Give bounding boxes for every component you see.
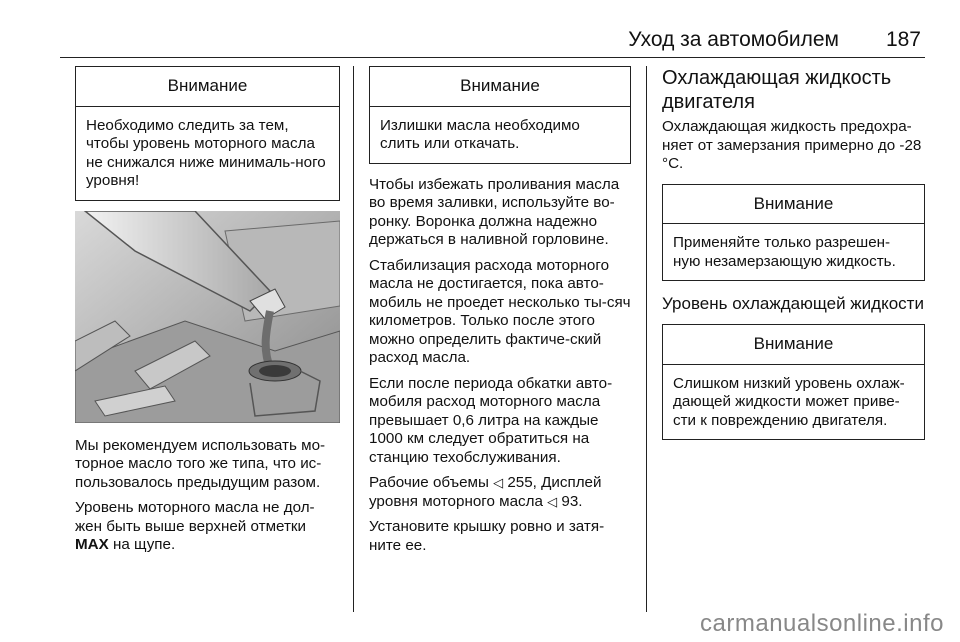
paragraph: Охлаждающая жидкость предохра-няет от замерзания примерно до -28 °C. — [662, 118, 922, 172]
page-number: 187 — [885, 28, 921, 51]
reference-arrow-icon: ◁ — [493, 475, 504, 490]
paragraph: Чтобы избежать проливания масла во время заливки, используйте во-ронку. Воронка должна надежно держаться в наливной горловине. — [369, 175, 620, 248]
notice-heading: Внимание — [370, 67, 630, 107]
notice-heading: Внимание — [663, 325, 924, 365]
paragraph: Рабочие объемы ◁ 255, Дисплей уровня моторного масла ◁ 93. — [369, 474, 602, 510]
notice-heading: Внимание — [76, 67, 339, 107]
notice-text: Слишком низкий уровень охлаж-дающей жидкости может приве-сти к повреждению двигателя. — [673, 374, 905, 429]
column-left — [75, 66, 340, 562]
notice-text: Необходимо следить за тем, чтобы уровень моторного масла не снижался ниже минималь-ного уровня! — [86, 116, 326, 189]
page-title: Уход за автомобилем — [628, 28, 839, 51]
paragraph: Установите крышку ровно и затя-ните ее. — [369, 518, 605, 554]
paragraph: Если после периода обкатки авто-мобиля расход моторного масла превышает 0,6 литра на каждые 1000 км следует обратиться на станцию техобслуживания. — [369, 374, 613, 466]
column-middle — [369, 66, 631, 562]
column-right — [662, 66, 925, 440]
notice-text: Применяйте только разрешен-ную незамерзающую жидкость. — [673, 234, 896, 270]
header-rule — [60, 57, 925, 58]
column-divider — [646, 66, 647, 612]
notice-text: Излишки масла необходимо слить или откачать. — [380, 116, 580, 152]
section-heading: Охлаждающая жидкость двигателя — [662, 67, 892, 113]
watermark: carmanualsonline.info — [700, 610, 944, 637]
subsection-heading: Уровень охлаждающей жидкости — [662, 294, 924, 313]
notice-box — [662, 324, 925, 440]
page-header — [60, 22, 925, 58]
reference-arrow-icon: ◁ — [547, 493, 558, 509]
notice-box — [75, 66, 340, 201]
paragraph: Уровень моторного масла не дол-жен быть выше верхней отметки MAX на щупе. — [75, 499, 315, 553]
column-divider — [353, 66, 354, 612]
paragraph: Мы рекомендуем использовать мо-торное масло того же типа, что ис-пользовалось предыдущим разом. — [75, 436, 326, 491]
oil-filling-illustration — [75, 211, 340, 423]
notice-box — [662, 184, 925, 282]
notice-heading: Внимание — [663, 185, 924, 225]
notice-box — [369, 66, 631, 164]
paragraph: Стабилизация расхода моторного масла не достигается, пока авто-мобиль не проедет несколько ты-сяч километров. Только после этого можно определить фактиче-ский расход масла. — [369, 256, 631, 366]
